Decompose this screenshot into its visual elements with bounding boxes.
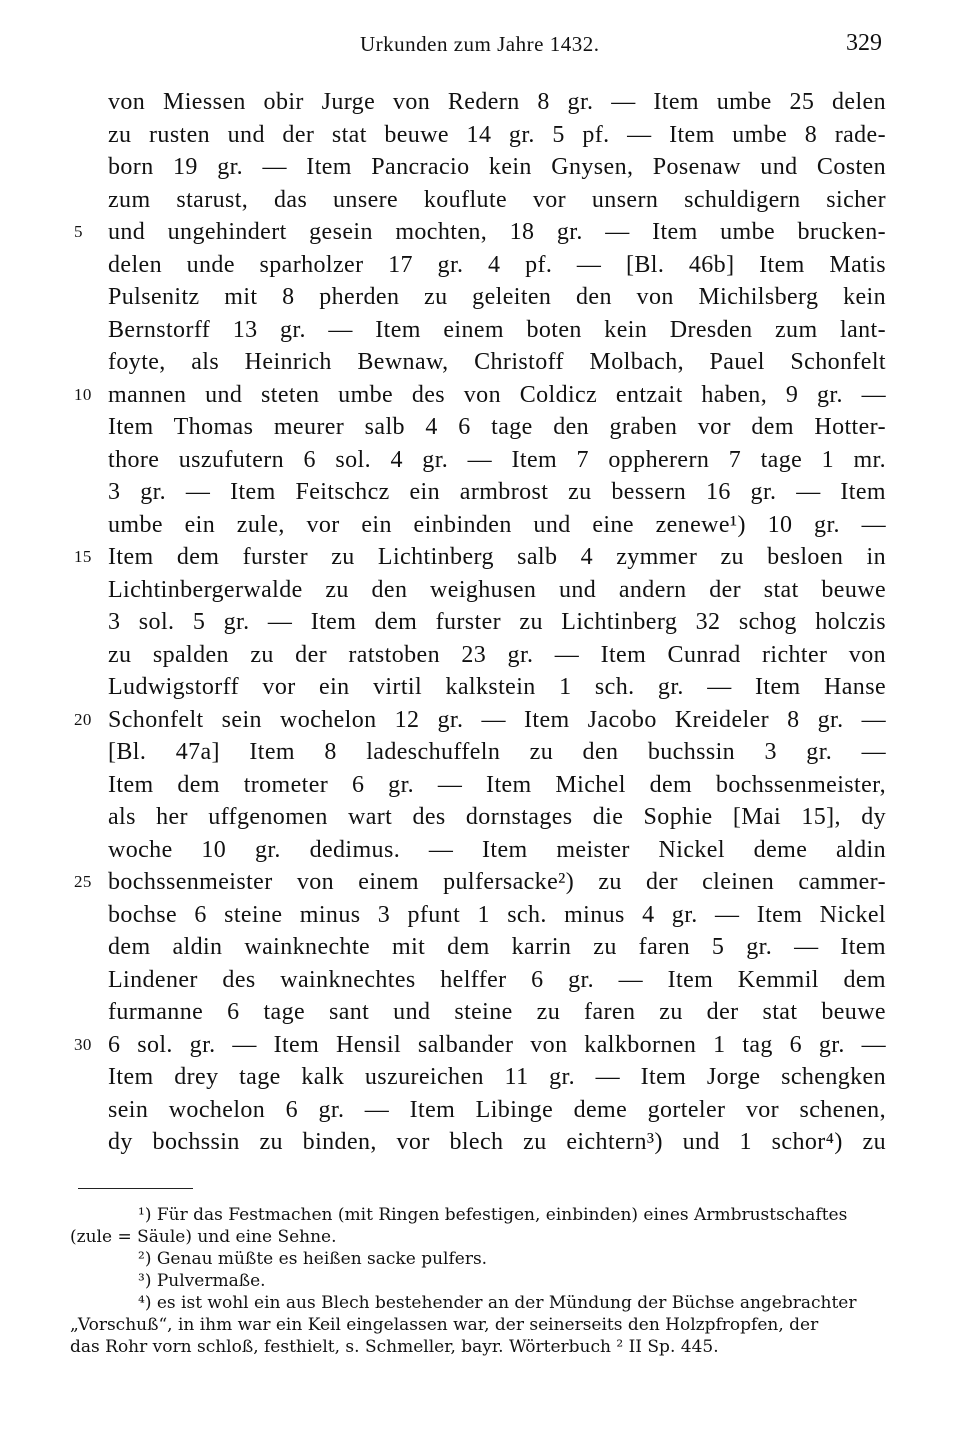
text-line <box>108 1061 886 1094</box>
line-text: zu rusten und der stat beuwe 14 gr. 5 pf. — Item umbe 8 rade- <box>108 121 886 148</box>
footnote-line: (zule = Säule) und eine Sehne. <box>70 1227 337 1247</box>
line-text: umbe ein zule, vor ein einbinden und eine zenewe¹) 10 gr. — <box>108 511 886 538</box>
text-line <box>108 931 886 964</box>
line-text: delen unde sparholzer 17 gr. 4 pf. — [Bl. 46b] Item Matis <box>108 251 886 278</box>
text-line <box>108 476 886 509</box>
line-text: dem aldin wainknechte mit dem karrin zu faren 5 gr. — Item <box>108 934 886 960</box>
line-text: thore uszufutern 6 sol. 4 gr. — Item 7 oppherern 7 tage 1 mr. <box>108 446 886 473</box>
text-line <box>108 899 886 932</box>
line-text: dy bochssin zu binden, vor blech zu eichtern³) und 1 schor⁴) zu <box>108 1129 886 1155</box>
line-text: sein wochelon 6 gr. — Item Libinge deme gorteler vor schenen, <box>108 1096 886 1123</box>
line-text: [Bl. 47a] Item 8 ladeschuffeln zu den buchssin 3 gr. — <box>108 739 886 765</box>
footnote-line: ¹) Für das Festmachen (mit Ringen befestigen, einbinden) eines Armbrustschaftes <box>138 1205 848 1225</box>
line-text: von Miessen obir Jurge von Redern 8 gr. — Item umbe 25 delen <box>108 89 886 115</box>
line-text: zu spalden zu der ratstoben 23 gr. — Item Cunrad richter von <box>108 641 886 668</box>
text-line <box>74 379 886 412</box>
line-text: woche 10 gr. dedimus. — Item meister Nickel deme aldin <box>108 836 886 863</box>
text-line <box>108 801 886 834</box>
line-text: Ludwigstorff vor ein virtil kalkstein 1 sch. gr. — Item Hanse <box>108 674 886 700</box>
running-title: Urkunden zum Jahre 1432. <box>360 32 600 56</box>
text-line <box>74 541 886 574</box>
text-line <box>108 834 886 867</box>
text-line <box>108 671 886 704</box>
line-text: und ungehindert gesein mochten, 18 gr. — Item umbe brucken- <box>108 219 886 245</box>
line-text: foyte, als Heinrich Bewnaw, Christoff Molbach, Pauel Schonfelt <box>108 349 886 375</box>
line-text: Pulsenitz mit 8 pherden zu geleiten den von Michilsberg kein <box>108 284 886 310</box>
running-head <box>0 32 960 62</box>
line-number: 30 <box>74 1034 92 1054</box>
line-text: Bernstorff 13 gr. — Item einem boten kein Dresden zum lant- <box>108 316 886 343</box>
text-line <box>108 736 886 769</box>
text-line <box>108 1094 886 1127</box>
line-text: Item Thomas meurer salb 4 6 tage den graben vor dem Hotter- <box>108 414 886 440</box>
text-line <box>74 1029 886 1062</box>
line-text: mannen und steten umbe des von Coldicz entzait haben, 9 gr. — <box>108 381 886 408</box>
line-text: furmanne 6 tage sant und steine zu faren zu der stat beuwe <box>108 999 886 1025</box>
line-text: 3 sol. 5 gr. — Item dem furster zu Lichtinberg 32 schog holczis <box>108 609 886 635</box>
line-text: born 19 gr. — Item Pancracio kein Gnysen, Posenaw und Costen <box>108 154 886 180</box>
text-line <box>108 411 886 444</box>
line-number: 15 <box>74 547 92 566</box>
text-line <box>108 769 886 802</box>
line-text: als her uffgenomen wart des dornstages die Sophie [Mai 15], dy <box>108 804 886 830</box>
footnote-rule <box>78 1188 193 1189</box>
footnote-line: ²) Genau müßte es heißen sacke pulfers. <box>138 1249 488 1269</box>
line-text: 3 gr. — Item Feitschcz ein armbrost zu bessern 16 gr. — Item <box>108 479 886 505</box>
footnotes <box>70 1204 890 1358</box>
text-line <box>74 216 886 249</box>
line-text: Lindener des wainknechtes helffer 6 gr. — Item Kemmil dem <box>108 966 886 993</box>
text-line <box>108 346 886 379</box>
line-text: 6 sol. gr. — Item Hensil salbander von kalkbornen 1 tag 6 gr. — <box>108 1031 886 1058</box>
line-text: bochse 6 steine minus 3 pfunt 1 sch. minus 4 gr. — Item Nickel <box>108 901 886 928</box>
text-line <box>108 1126 886 1159</box>
line-text: Item dem trometer 6 gr. — Item Michel dem bochssenmeister, <box>108 771 886 798</box>
text-line <box>108 119 886 152</box>
text-line <box>108 509 886 542</box>
text-line <box>108 249 886 282</box>
text-line <box>108 86 886 119</box>
text-line <box>108 281 886 314</box>
line-number: 10 <box>74 384 92 404</box>
text-line <box>108 314 886 347</box>
text-line <box>108 444 886 477</box>
footnote-line: „Vorschuß“, in ihm war ein Keil eingelassen war, der seinerseits den Holzpfropfen, der <box>70 1315 819 1335</box>
text-line <box>108 151 886 184</box>
text-line <box>74 704 886 737</box>
text-line <box>74 866 886 899</box>
line-text: Item drey tage kalk uszureichen 11 gr. — Item Jorge schengken <box>108 1064 886 1090</box>
text-line <box>108 639 886 672</box>
line-text: bochssenmeister von einem pulfersacke²) zu der cleinen cammer- <box>108 869 886 895</box>
text-line <box>108 996 886 1029</box>
line-text: Lichtinbergerwalde zu den weighusen und andern der stat beuwe <box>108 576 886 603</box>
line-text: Schonfelt sein wochelon 12 gr. — Item Jacobo Kreideler 8 gr. — <box>108 706 886 733</box>
line-number: 5 <box>74 222 83 241</box>
text-line <box>108 184 886 217</box>
main-text <box>74 86 886 1159</box>
line-number: 20 <box>74 709 92 729</box>
page-number: 329 <box>846 30 882 56</box>
text-line <box>108 574 886 607</box>
text-line <box>108 606 886 639</box>
footnote-line: ³) Pulvermaße. <box>138 1271 266 1291</box>
line-text: Item dem furster zu Lichtinberg salb 4 zymmer zu besloen in <box>108 544 886 570</box>
text-line <box>108 964 886 997</box>
line-number: 25 <box>74 872 92 891</box>
line-text: zum starust, das unsere kouflute vor unsern schuldigern sicher <box>108 186 886 213</box>
footnote-line: ⁴) es ist wohl ein aus Blech bestehender an der Mündung der Büchse angebrachter <box>138 1293 857 1313</box>
footnote-line: das Rohr vorn schloß, festhielt, s. Schmeller, bayr. Wörterbuch ² II Sp. 445. <box>70 1337 719 1357</box>
